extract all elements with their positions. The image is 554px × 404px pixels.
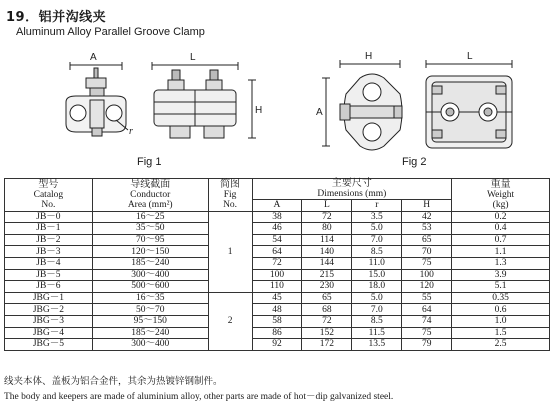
dim-a-cell: 100 — [252, 269, 302, 281]
dim-l-cell: 65 — [302, 292, 352, 304]
header-conductor — [92, 179, 208, 212]
section-title-cn: 19．铝并沟线夹 — [6, 10, 107, 25]
dim-r-cell: 5.0 — [352, 223, 402, 235]
header-weight-en1: Weight — [486, 189, 515, 200]
figures-area — [0, 40, 554, 175]
conductor-area-cell: 70～95 — [92, 234, 208, 246]
clamp-drawings — [0, 40, 554, 175]
dim-a-cell: 38 — [252, 211, 302, 223]
dim-a-cell: 92 — [252, 339, 302, 351]
weight-cell: 1.5 — [452, 327, 550, 339]
conductor-area-cell: 35～50 — [92, 223, 208, 235]
table-row — [5, 211, 550, 223]
table-row — [5, 315, 550, 327]
dim-h-cell: 75 — [402, 327, 452, 339]
conductor-area-cell: 185～240 — [92, 257, 208, 269]
dim-h-cell: 53 — [402, 223, 452, 235]
table-body — [5, 211, 550, 350]
fig1-label: Fig 1 — [137, 156, 162, 168]
weight-cell: 0.35 — [452, 292, 550, 304]
header-dimensions-cn: 主要尺寸 — [331, 178, 372, 189]
table-row — [5, 339, 550, 351]
fig2-side-view — [316, 51, 402, 150]
svg-text:L: L — [190, 52, 196, 63]
material-note-cn: 线夹本体、盖板为铝合金件，其余为热镀锌钢制件。 — [4, 376, 223, 387]
dim-r-cell: 3.5 — [352, 211, 402, 223]
dim-r-cell: 7.0 — [352, 234, 402, 246]
dim-l-cell: 152 — [302, 327, 352, 339]
dim-a-cell: 110 — [252, 281, 302, 293]
fig1-side-view — [66, 52, 133, 137]
conductor-area-cell: 16～25 — [92, 211, 208, 223]
dim-h-cell: 74 — [402, 315, 452, 327]
catalog-cell: JB－2 — [5, 234, 93, 246]
dim-l-cell: 215 — [302, 269, 352, 281]
dim-l-cell: 140 — [302, 246, 352, 258]
header-fig-cn: 简图 — [220, 178, 241, 190]
header-dimensions-en: Dimensions (mm) — [317, 189, 387, 199]
dim-h-cell: 55 — [402, 292, 452, 304]
table-row — [5, 246, 550, 258]
dim-l-cell: 144 — [302, 257, 352, 269]
header-fig-en1: Fig — [223, 189, 237, 200]
header-catalog-cn: 型号 — [38, 178, 59, 190]
header-catalog — [5, 179, 93, 212]
dim-a-cell: 54 — [252, 234, 302, 246]
conductor-area-cell: 300～400 — [92, 269, 208, 281]
table-row — [5, 292, 550, 304]
svg-text:H: H — [365, 51, 373, 62]
weight-cell: 0.2 — [452, 211, 550, 223]
catalog-cell: JBG－5 — [5, 339, 93, 351]
header-dim-a: A — [252, 200, 302, 212]
header-dim-h: H — [402, 200, 452, 212]
svg-text:L: L — [467, 51, 473, 62]
section-title-en: Aluminum Alloy Parallel Groove Clamp — [16, 26, 205, 38]
dim-a-cell: 72 — [252, 257, 302, 269]
catalog-cell: JB－0 — [5, 211, 93, 223]
dim-l-cell: 172 — [302, 339, 352, 351]
svg-text:H: H — [255, 105, 263, 116]
dim-a-cell: 45 — [252, 292, 302, 304]
dim-r-cell: 13.5 — [352, 339, 402, 351]
fig2-label: Fig 2 — [402, 156, 427, 168]
weight-cell: 2.5 — [452, 339, 550, 351]
header-catalog-en1: Catalog — [33, 189, 64, 200]
dim-a-cell: 58 — [252, 315, 302, 327]
specification-table — [4, 178, 550, 351]
conductor-area-cell: 185～240 — [92, 327, 208, 339]
dim-h-cell: 65 — [402, 234, 452, 246]
header-weight-en2: (kg) — [492, 199, 509, 210]
dim-r-cell: 8.5 — [352, 246, 402, 258]
svg-text:A: A — [316, 107, 323, 118]
dim-h-cell: 79 — [402, 339, 452, 351]
weight-cell: 1.1 — [452, 246, 550, 258]
header-fig-en2: No. — [223, 199, 238, 210]
header-fig — [208, 179, 252, 212]
header-weight — [452, 179, 550, 212]
conductor-area-cell: 500～600 — [92, 281, 208, 293]
material-note-en: The body and keepers are made of aluminium alloy, other parts are made of hot－dip galvanized steel. — [4, 392, 394, 402]
fig-number-cell: 2 — [208, 292, 252, 350]
header-dim-l: L — [302, 200, 352, 212]
catalog-cell: JB－1 — [5, 223, 93, 235]
dim-l-cell: 72 — [302, 211, 352, 223]
dim-l-cell: 72 — [302, 315, 352, 327]
dim-h-cell: 70 — [402, 246, 452, 258]
conductor-area-cell: 16～35 — [92, 292, 208, 304]
conductor-area-cell: 50～70 — [92, 304, 208, 316]
dim-r-cell: 7.0 — [352, 304, 402, 316]
table-row — [5, 223, 550, 235]
catalog-cell: JB－3 — [5, 246, 93, 258]
dim-r-cell: 18.0 — [352, 281, 402, 293]
table-row — [5, 327, 550, 339]
svg-text:A: A — [90, 52, 97, 63]
table-row — [5, 257, 550, 269]
dim-a-cell: 64 — [252, 246, 302, 258]
header-conductor-en2: Area (mm²) — [127, 199, 173, 210]
dim-l-cell: 80 — [302, 223, 352, 235]
catalog-cell: JB－6 — [5, 281, 93, 293]
catalog-cell: JB－4 — [5, 257, 93, 269]
fig2-front-view — [426, 51, 512, 148]
catalog-cell: JBG－4 — [5, 327, 93, 339]
dim-a-cell: 86 — [252, 327, 302, 339]
table-row — [5, 304, 550, 316]
dim-a-cell: 48 — [252, 304, 302, 316]
dim-r-cell: 11.5 — [352, 327, 402, 339]
dim-h-cell: 100 — [402, 269, 452, 281]
table-row — [5, 281, 550, 293]
header-catalog-en2: No. — [41, 199, 56, 210]
catalog-cell: JB－5 — [5, 269, 93, 281]
header-dim-r: r — [352, 200, 402, 212]
catalog-cell: JBG－1 — [5, 292, 93, 304]
dim-r-cell: 15.0 — [352, 269, 402, 281]
dim-l-cell: 68 — [302, 304, 352, 316]
weight-cell: 5.1 — [452, 281, 550, 293]
dim-h-cell: 75 — [402, 257, 452, 269]
table-row — [5, 269, 550, 281]
conductor-area-cell: 95～150 — [92, 315, 208, 327]
weight-cell: 0.7 — [452, 234, 550, 246]
dim-r-cell: 5.0 — [352, 292, 402, 304]
dim-l-cell: 230 — [302, 281, 352, 293]
weight-cell: 1.3 — [452, 257, 550, 269]
table-row — [5, 234, 550, 246]
weight-cell: 3.9 — [452, 269, 550, 281]
dim-a-cell: 46 — [252, 223, 302, 235]
dim-h-cell: 64 — [402, 304, 452, 316]
weight-cell: 0.6 — [452, 304, 550, 316]
conductor-area-cell: 120～150 — [92, 246, 208, 258]
catalog-cell: JBG－3 — [5, 315, 93, 327]
header-weight-cn: 重量 — [490, 178, 511, 190]
svg-text:r: r — [129, 126, 133, 137]
conductor-area-cell: 300～400 — [92, 339, 208, 351]
fig-number-cell: 1 — [208, 211, 252, 292]
weight-cell: 0.4 — [452, 223, 550, 235]
dim-h-cell: 120 — [402, 281, 452, 293]
header-dimensions — [252, 179, 452, 200]
fig1-front-view — [152, 52, 262, 138]
header-conductor-cn: 导线截面 — [130, 178, 171, 190]
dim-r-cell: 11.0 — [352, 257, 402, 269]
dim-r-cell: 8.5 — [352, 315, 402, 327]
dim-l-cell: 114 — [302, 234, 352, 246]
dim-h-cell: 42 — [402, 211, 452, 223]
catalog-cell: JBG－2 — [5, 304, 93, 316]
weight-cell: 1.0 — [452, 315, 550, 327]
header-conductor-en1: Conductor — [130, 189, 171, 200]
